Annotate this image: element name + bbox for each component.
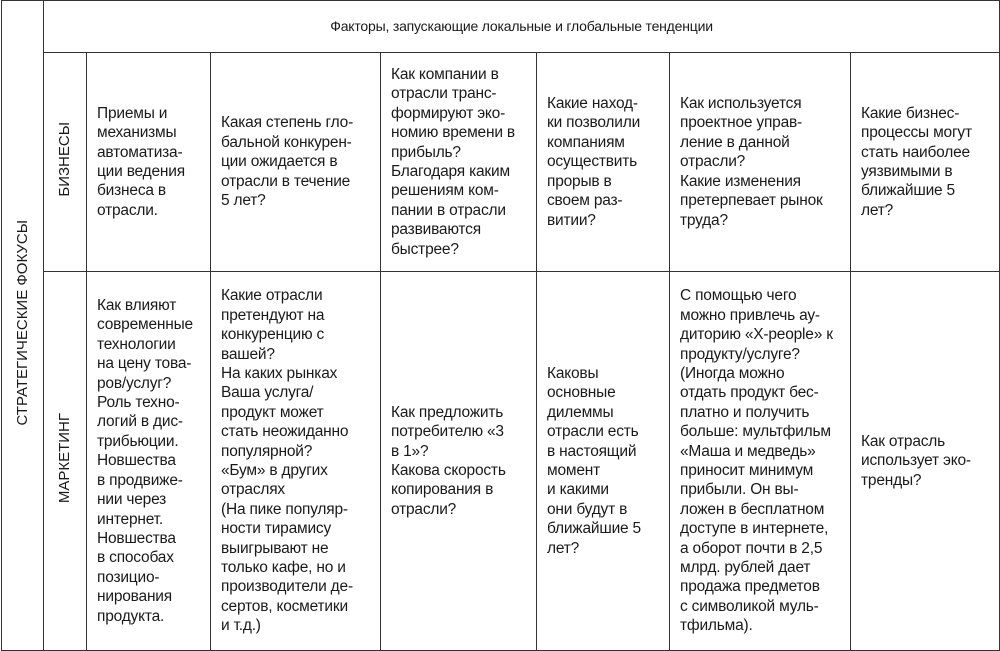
table-cell: Как компании в отрасли транс- формируют эко- номию времени в прибыль? Благодаря каким решениям ком- пании в отрасли развиваются быстрее? bbox=[381, 53, 537, 272]
strategic-focus-table bbox=[1, 0, 1000, 651]
table-cell: Какие наход- ки позволили компаниям осуществить прорыв в своем раз- витии? bbox=[537, 53, 670, 272]
row-label-business: БИЗНЕСЫ bbox=[56, 121, 74, 197]
table-cell: С помощью чего можно привлечь ау- диторию «X-people» к продукту/услуге? (Иногда можно отдать продукт бес- платно и получить больше: мультфильм «Маша и медведь» приносит минимум прибыли. Он вы- ложен в бесплатном доступе в интернете, а оборот почти в 2,5 млрд. рублей дает продажа предметов с символикой муль- тфильма). bbox=[670, 272, 851, 651]
table-cell: Каковы основные дилеммы отрасли есть в настоящий момент и какими они будут в ближайшие 5 лет? bbox=[537, 272, 670, 651]
table-cell: Какая степень гло- бальной конкурен- ции ожидается в отрасли в течение 5 лет? bbox=[211, 53, 381, 272]
row-label-business-cell bbox=[44, 53, 87, 272]
row-label-marketing-cell bbox=[44, 272, 87, 651]
table-cell: Приемы и механизмы автоматиза- ции ведения бизнеса в отрасли. bbox=[87, 53, 211, 272]
strategic-focus-label: СТРАТЕГИЧЕСКИЕ ФОКУСЫ bbox=[13, 220, 31, 426]
table-header: Факторы, запускающие локальные и глобальные тенденции bbox=[44, 1, 1000, 53]
table-cell: Как предложить потребителю «3 в 1»? Какова скорость копирования в отрасли? bbox=[381, 272, 537, 651]
table-cell: Как отрасль использует эко- тренды? bbox=[851, 272, 1000, 651]
table-row-marketing bbox=[2, 272, 1000, 651]
table-cell: Как влияют современные технологии на цену това- ров/услуг? Роль техно- логий в дис- трибьюции. Новшества в продвиже- нии через интернет. Новшества в способах позицио- нирования продукта. bbox=[87, 272, 211, 651]
table-cell: Как используется проектное управ- ление в данной отрасли? Какие изменения претерпевает рынок труда? bbox=[670, 53, 851, 272]
table-row-business bbox=[2, 53, 1000, 272]
row-label-marketing: МАРКЕТИНГ bbox=[56, 413, 74, 504]
table-cell: Какие отрасли претендуют на конкуренцию с вашей? На каких рынках Ваша услуга/ продукт может стать неожиданно популярной? «Бум» в других отраслях (На пике популяр- ности тирамису выигрывают не только кафе, но и производители де- сертов, косметики и т.д.) bbox=[211, 272, 381, 651]
table-cell: Какие бизнес- процессы могут стать наиболее уязвимыми в ближайшие 5 лет? bbox=[851, 53, 1000, 272]
strategic-focus-label-cell bbox=[2, 1, 44, 651]
header-row bbox=[2, 1, 1000, 53]
